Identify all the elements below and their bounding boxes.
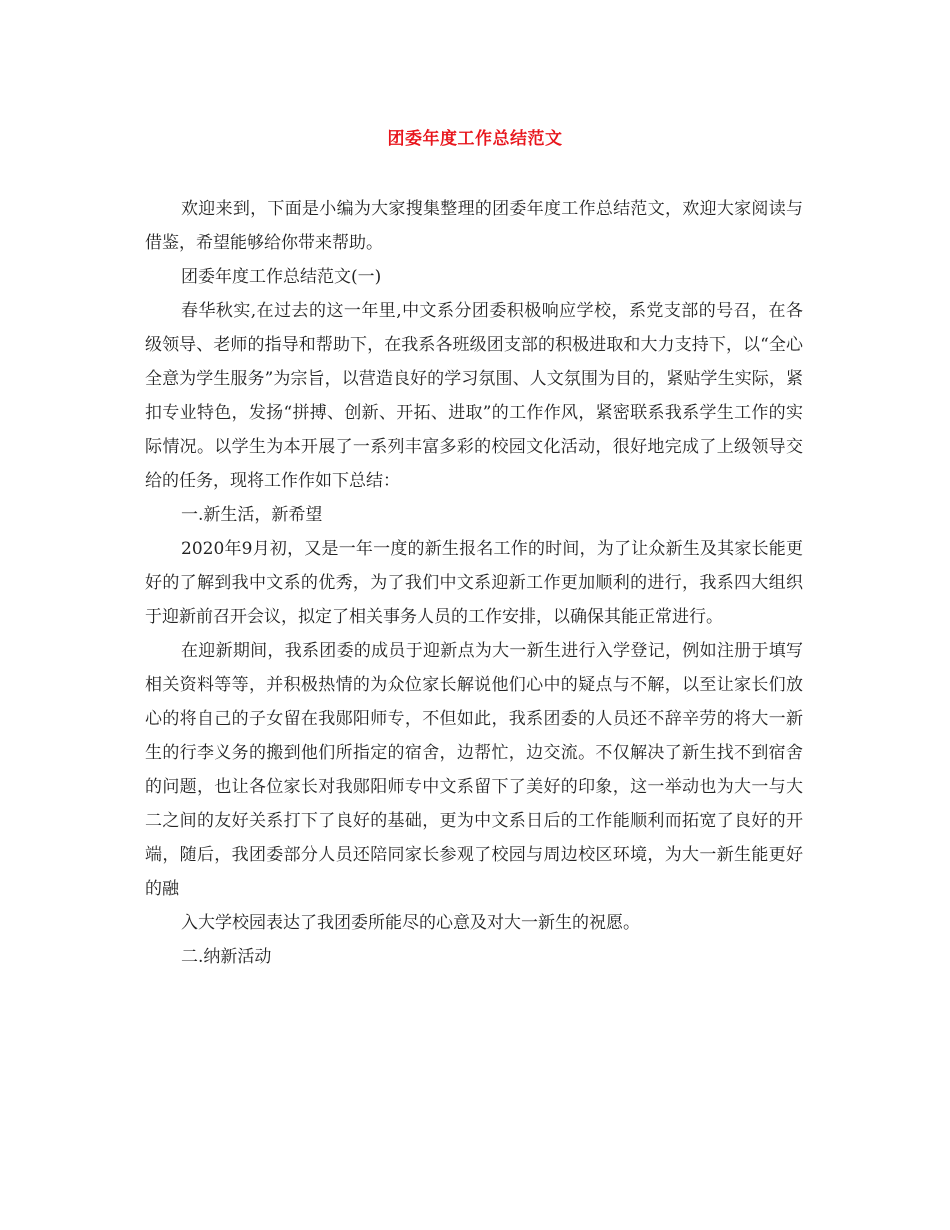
document-body xyxy=(145,192,803,974)
section-heading-2: 二.纳新活动 xyxy=(181,947,272,967)
paragraph-registration: 2020年9月初，又是一年一度的新生报名工作的时间，为了让众新生及其家长能更好的了解到我中文系的优秀，为了我们中文系迎新工作更加顺利的进行，我系四大组织于迎新前召开会议，拟定了相关事务人员的工作安排，以确保其能正常进行。 xyxy=(145,539,803,627)
section-heading-1: 一.新生活，新希望 xyxy=(181,505,323,525)
paragraph-intro: 欢迎来到，下面是小编为大家搜集整理的团委年度工作总结范文，欢迎大家阅读与借鉴，希望能够给你带来帮助。 xyxy=(145,199,803,253)
paragraph-subtitle: 团委年度工作总结范文(一) xyxy=(181,267,382,287)
paragraph-closing: 入大学校园表达了我团委所能尽的心意及对大一新生的祝愿。 xyxy=(181,913,640,933)
document-title: 团委年度工作总结范文 xyxy=(387,129,563,149)
paragraph-overview: 春华秋实,在过去的这一年里,中文系分团委积极响应学校，系党支部的号召，在各级领导、老师的指导和帮助下，在我系各班级团支部的积极进取和大力支持下，以“全心全意为学生服务”为宗旨，以营造良好的学习氛围、人文氛围为目的，紧贴学生实际，紧扣专业特色，发扬“拼搏、创新、开拓、进取”的工作作风，紧密联系我系学生工作的实际情况。以学生为本开展了一系列丰富多彩的校园文化活动，很好地完成了上级领导交给的任务，现将工作作如下总结： xyxy=(145,301,803,491)
paragraph-welcome-period: 在迎新期间，我系团委的成员于迎新点为大一新生进行入学登记，例如注册于填写相关资料等等，并积极热情的为众位家长解说他们心中的疑点与不解，以至让家长们放心的将自己的子女留在我郧阳师专，不但如此，我系团委的人员还不辞辛劳的将大一新生的行李义务的搬到他们所指定的宿舍，边帮忙，边交流。不仅解决了新生找不到宿舍的问题，也让各位家长对我郧阳师专中文系留下了美好的印象，这一举动也为大一与大二之间的友好关系打下了良好的基础，更为中文系日后的工作能顺利而拓宽了良好的开端，随后，我团委部分人员还陪同家长参观了校园与周边校区环境，为大一新生能更好的融 xyxy=(145,641,803,899)
